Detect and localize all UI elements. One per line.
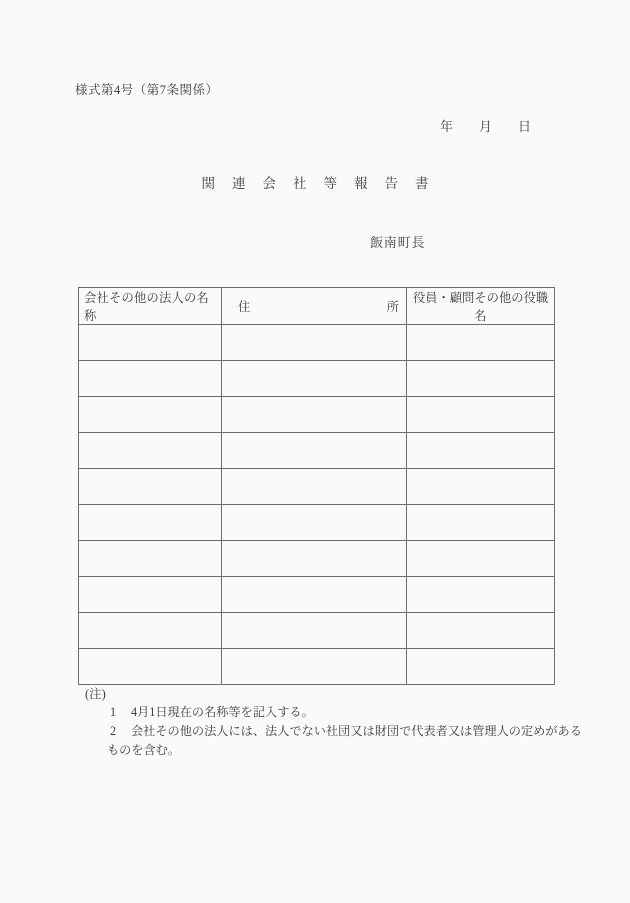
table-cell (79, 397, 222, 433)
table-row (79, 397, 555, 433)
table-cell (407, 325, 555, 361)
table-cell (79, 325, 222, 361)
table-cell (222, 433, 407, 469)
note-item-1 (110, 703, 582, 722)
note-number: 2 (110, 724, 117, 738)
col-header-address-left: 住 (238, 300, 251, 314)
note-text: 会社その他の法人には、法人でない社団又は財団で代表者又は管理人の定めがある (131, 724, 582, 738)
table-cell (222, 505, 407, 541)
table-cell (407, 577, 555, 613)
table-cell (407, 541, 555, 577)
table-cell (407, 649, 555, 685)
table-header-row (79, 288, 555, 325)
table-cell (79, 613, 222, 649)
document-title: 関連会社等報告書 (201, 176, 446, 191)
col-header-company-name: 会社その他の法人の名称 (79, 288, 222, 325)
table-cell (407, 361, 555, 397)
table-cell (222, 397, 407, 433)
table-cell (79, 361, 222, 397)
date-year-label: 年 (440, 119, 454, 134)
note-text: 4月1日現在の名称等を記入する。 (131, 705, 314, 719)
col-header-address-right: 所 (386, 300, 399, 314)
note-text: ものを含む。 (107, 743, 181, 757)
note-item-2-continuation (107, 741, 582, 760)
table-cell (79, 649, 222, 685)
date-day-label: 日 (518, 119, 532, 134)
table-cell (222, 613, 407, 649)
table-row (79, 541, 555, 577)
table-cell (407, 433, 555, 469)
table-row (79, 649, 555, 685)
related-companies-table (78, 287, 555, 685)
table-cell (222, 325, 407, 361)
table-cell (222, 361, 407, 397)
table-body (79, 325, 555, 685)
table-cell (407, 397, 555, 433)
table-cell (79, 541, 222, 577)
table-cell (79, 577, 222, 613)
col-header-address (222, 288, 407, 325)
table-cell (79, 433, 222, 469)
table-cell (407, 469, 555, 505)
table-row (79, 469, 555, 505)
table-cell (222, 541, 407, 577)
table-row (79, 325, 555, 361)
table-cell (222, 577, 407, 613)
table-row (79, 505, 555, 541)
notes-list (107, 703, 582, 760)
table-cell (79, 505, 222, 541)
table-cell (407, 505, 555, 541)
table-row (79, 577, 555, 613)
table-cell (222, 649, 407, 685)
note-item-2 (110, 722, 582, 741)
date-line (440, 116, 531, 135)
table-cell (407, 613, 555, 649)
form-number: 様式第4号（第7条関係） (75, 83, 219, 97)
note-number: 1 (110, 705, 117, 719)
table-row (79, 613, 555, 649)
table-row (79, 433, 555, 469)
notes-label: (注) (85, 687, 106, 701)
date-month-label: 月 (479, 119, 493, 134)
addressee-mayor: 飯南町長 (370, 235, 426, 250)
table-cell (79, 469, 222, 505)
table-cell (222, 469, 407, 505)
table-row (79, 361, 555, 397)
col-header-position-title: 役員・顧問その他の役職名 (407, 288, 555, 325)
